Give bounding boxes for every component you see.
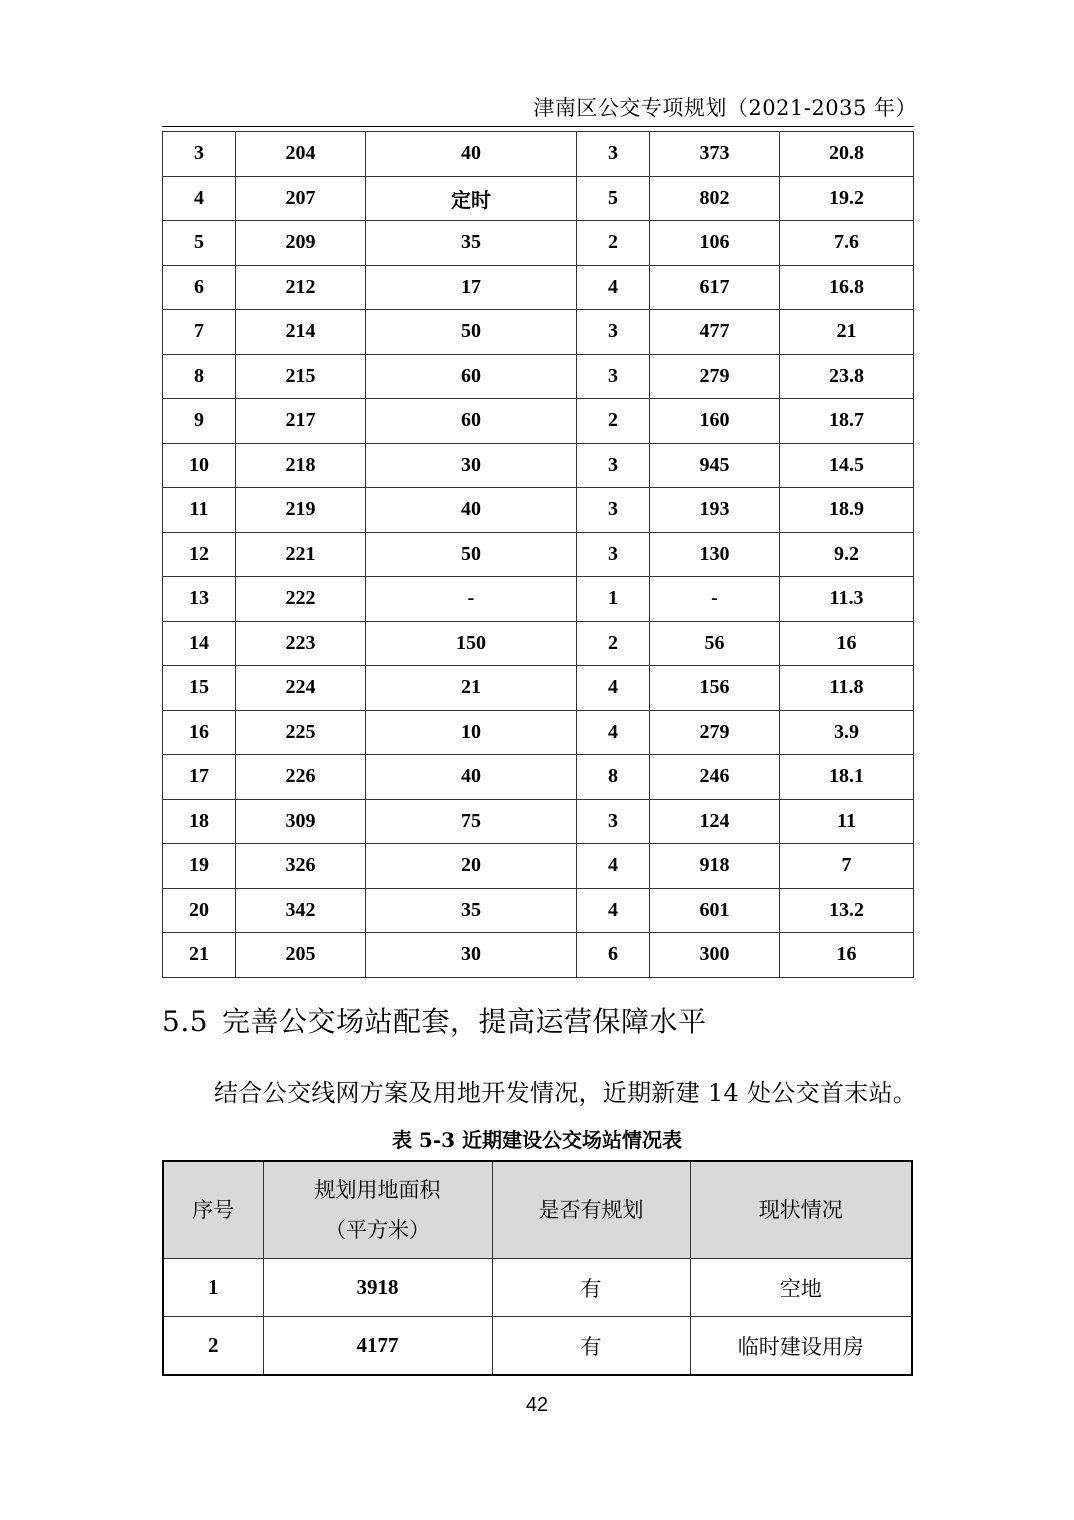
table-cell: 209 bbox=[236, 221, 366, 266]
table-cell: 326 bbox=[236, 844, 366, 889]
header-status: 现状情况 bbox=[690, 1161, 912, 1259]
table-cell: 定时 bbox=[366, 176, 577, 221]
table-cell: 7 bbox=[780, 844, 914, 889]
table-row bbox=[163, 399, 914, 444]
table-cell: 13.2 bbox=[780, 888, 914, 933]
table-cell: 150 bbox=[366, 621, 577, 666]
table-cell: 10 bbox=[366, 710, 577, 755]
header-seq: 序号 bbox=[163, 1161, 263, 1259]
table-cell: 617 bbox=[650, 265, 780, 310]
table-cell: 9.2 bbox=[780, 532, 914, 577]
table-row bbox=[163, 799, 914, 844]
table-cell: 5 bbox=[577, 176, 650, 221]
table-cell: 40 bbox=[366, 755, 577, 800]
table-cell: 945 bbox=[650, 443, 780, 488]
cell-planned: 有 bbox=[492, 1259, 690, 1317]
table-cell: 2 bbox=[577, 621, 650, 666]
table-cell: 2 bbox=[577, 399, 650, 444]
table-cell: 18.7 bbox=[780, 399, 914, 444]
table-cell: 3 bbox=[577, 488, 650, 533]
table-row bbox=[163, 666, 914, 711]
table-cell: 193 bbox=[650, 488, 780, 533]
cell-area: 3918 bbox=[263, 1259, 492, 1317]
table-cell: 1 bbox=[577, 577, 650, 622]
table-cell: 15 bbox=[163, 666, 236, 711]
body-paragraph: 结合公交线网方案及用地开发情况，近期新建 14 处公交首末站。 bbox=[214, 1079, 918, 1107]
table-cell: 14.5 bbox=[780, 443, 914, 488]
table-cell: 221 bbox=[236, 532, 366, 577]
table-cell: 18.9 bbox=[780, 488, 914, 533]
table-cell: 17 bbox=[366, 265, 577, 310]
table-cell: 3 bbox=[577, 354, 650, 399]
table-cell: 4 bbox=[163, 176, 236, 221]
cell-area: 4177 bbox=[263, 1317, 492, 1376]
table-row bbox=[163, 176, 914, 221]
table-cell: 225 bbox=[236, 710, 366, 755]
table-cell: 224 bbox=[236, 666, 366, 711]
table-cell: 9 bbox=[163, 399, 236, 444]
table-cell: 40 bbox=[366, 132, 577, 177]
table-cell: 8 bbox=[577, 755, 650, 800]
table-cell: 16 bbox=[163, 710, 236, 755]
table-cell: 3 bbox=[577, 132, 650, 177]
table-cell: 13 bbox=[163, 577, 236, 622]
section-number: 5.5 bbox=[162, 1005, 209, 1038]
table-cell: 11 bbox=[163, 488, 236, 533]
table-cell: 16 bbox=[780, 621, 914, 666]
bus-route-table-body bbox=[163, 132, 914, 978]
table-cell: 4 bbox=[577, 265, 650, 310]
table-cell: 373 bbox=[650, 132, 780, 177]
header-planned: 是否有规划 bbox=[492, 1161, 690, 1259]
table-cell: 4 bbox=[577, 710, 650, 755]
table-cell: 218 bbox=[236, 443, 366, 488]
table-cell: 226 bbox=[236, 755, 366, 800]
table-cell: 20.8 bbox=[780, 132, 914, 177]
table-row bbox=[163, 443, 914, 488]
table-row bbox=[163, 888, 914, 933]
table-cell: 6 bbox=[163, 265, 236, 310]
table-cell: 219 bbox=[236, 488, 366, 533]
table-cell: 18 bbox=[163, 799, 236, 844]
table-cell: 11.8 bbox=[780, 666, 914, 711]
table-row bbox=[163, 710, 914, 755]
table-cell: 16.8 bbox=[780, 265, 914, 310]
table-cell: 204 bbox=[236, 132, 366, 177]
table-cell: 50 bbox=[366, 310, 577, 355]
page-number: 42 bbox=[525, 1394, 549, 1416]
table-cell: 11.3 bbox=[780, 577, 914, 622]
header-area-line2: （平方米） bbox=[325, 1218, 430, 1242]
table-cell: 156 bbox=[650, 666, 780, 711]
table-cell: 6 bbox=[577, 933, 650, 978]
table-row bbox=[163, 310, 914, 355]
table-row bbox=[163, 755, 914, 800]
table-cell: 3 bbox=[163, 132, 236, 177]
table-cell: 223 bbox=[236, 621, 366, 666]
table-row bbox=[163, 221, 914, 266]
table-cell: 477 bbox=[650, 310, 780, 355]
station-table-header-row bbox=[163, 1161, 912, 1259]
table-caption: 表 5-3 近期建设公交场站情况表 bbox=[391, 1128, 683, 1152]
table-cell: 4 bbox=[577, 844, 650, 889]
cell-seq: 2 bbox=[163, 1317, 263, 1376]
table-cell: 205 bbox=[236, 933, 366, 978]
table-cell: 30 bbox=[366, 933, 577, 978]
table-cell: 8 bbox=[163, 354, 236, 399]
table-row bbox=[163, 488, 914, 533]
table-cell: 56 bbox=[650, 621, 780, 666]
table-cell: 2 bbox=[577, 221, 650, 266]
table-row bbox=[163, 532, 914, 577]
header-area-line1: 规划用地面积 bbox=[314, 1178, 441, 1202]
table-cell: 130 bbox=[650, 532, 780, 577]
table-row bbox=[163, 844, 914, 889]
bus-route-table bbox=[162, 131, 914, 978]
table-cell: 19 bbox=[163, 844, 236, 889]
table-cell: 21 bbox=[780, 310, 914, 355]
table-cell: 7 bbox=[163, 310, 236, 355]
table-cell: 35 bbox=[366, 888, 577, 933]
table-cell: 3 bbox=[577, 799, 650, 844]
table-cell: 3 bbox=[577, 532, 650, 577]
header-area bbox=[263, 1161, 492, 1259]
cell-seq: 1 bbox=[163, 1259, 263, 1317]
table-cell: 918 bbox=[650, 844, 780, 889]
table-cell: 40 bbox=[366, 488, 577, 533]
table-cell: 10 bbox=[163, 443, 236, 488]
table-row bbox=[163, 933, 914, 978]
table-cell: 3.9 bbox=[780, 710, 914, 755]
table-cell: 309 bbox=[236, 799, 366, 844]
table-cell: 342 bbox=[236, 888, 366, 933]
table-row bbox=[163, 621, 914, 666]
section-title: 完善公交场站配套，提高运营保障水平 bbox=[222, 1005, 707, 1038]
table-cell: 7.6 bbox=[780, 221, 914, 266]
table-cell: 4 bbox=[577, 888, 650, 933]
cell-status: 空地 bbox=[690, 1259, 912, 1317]
table-cell: 16 bbox=[780, 933, 914, 978]
table-cell: 14 bbox=[163, 621, 236, 666]
table-cell: 124 bbox=[650, 799, 780, 844]
table-row bbox=[163, 265, 914, 310]
table-cell: 279 bbox=[650, 710, 780, 755]
table-cell: 214 bbox=[236, 310, 366, 355]
table-cell: 19.2 bbox=[780, 176, 914, 221]
cell-planned: 有 bbox=[492, 1317, 690, 1376]
table-cell: 12 bbox=[163, 532, 236, 577]
section-heading bbox=[162, 1000, 707, 1040]
table-cell: 50 bbox=[366, 532, 577, 577]
table-cell: - bbox=[650, 577, 780, 622]
table-row bbox=[163, 577, 914, 622]
table-cell: 215 bbox=[236, 354, 366, 399]
table-cell: 11 bbox=[780, 799, 914, 844]
table-cell: 60 bbox=[366, 354, 577, 399]
table-cell: 279 bbox=[650, 354, 780, 399]
header-rule bbox=[162, 126, 914, 127]
table-row bbox=[163, 1259, 912, 1317]
table-cell: 217 bbox=[236, 399, 366, 444]
table-cell: 212 bbox=[236, 265, 366, 310]
running-header: 津南区公交专项规划（2021-2035 年） bbox=[533, 96, 917, 120]
table-cell: 246 bbox=[650, 755, 780, 800]
table-cell: 21 bbox=[366, 666, 577, 711]
table-row bbox=[163, 132, 914, 177]
table-cell: 222 bbox=[236, 577, 366, 622]
table-cell: 18.1 bbox=[780, 755, 914, 800]
table-cell: 35 bbox=[366, 221, 577, 266]
table-row bbox=[163, 1317, 912, 1376]
table-cell: 17 bbox=[163, 755, 236, 800]
table-cell: 601 bbox=[650, 888, 780, 933]
table-cell: 802 bbox=[650, 176, 780, 221]
table-row bbox=[163, 354, 914, 399]
table-cell: 3 bbox=[577, 443, 650, 488]
station-table bbox=[162, 1160, 913, 1376]
table-cell: 60 bbox=[366, 399, 577, 444]
table-cell: 5 bbox=[163, 221, 236, 266]
table-cell: 30 bbox=[366, 443, 577, 488]
table-cell: 20 bbox=[366, 844, 577, 889]
cell-status: 临时建设用房 bbox=[690, 1317, 912, 1376]
table-cell: 21 bbox=[163, 933, 236, 978]
table-cell: 300 bbox=[650, 933, 780, 978]
table-cell: 106 bbox=[650, 221, 780, 266]
table-cell: 4 bbox=[577, 666, 650, 711]
table-cell: 20 bbox=[163, 888, 236, 933]
table-cell: 75 bbox=[366, 799, 577, 844]
table-cell: 160 bbox=[650, 399, 780, 444]
table-cell: 23.8 bbox=[780, 354, 914, 399]
table-cell: 3 bbox=[577, 310, 650, 355]
table-cell: - bbox=[366, 577, 577, 622]
table-cell: 207 bbox=[236, 176, 366, 221]
